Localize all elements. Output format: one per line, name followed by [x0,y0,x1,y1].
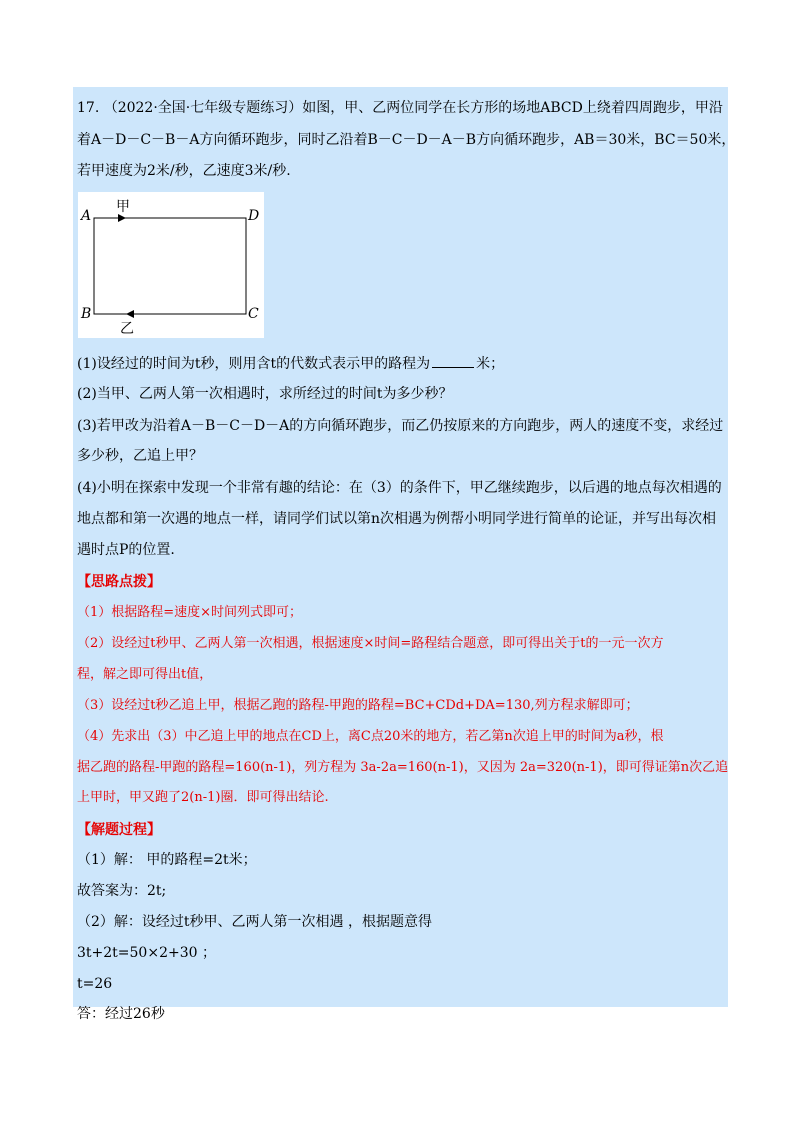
analysis-step-4-line-1: （4）先求出（3）中乙追上甲的地点在CD上，离C点20米的地方，若乙第n次追上甲的时间为a秒，根 [77,729,664,744]
question-2: (2)当甲、乙两人第一次相遇时，求所经过的时间t为多少秒？ [77,386,453,402]
question-3-line-2: 多少秒，乙追上甲？ [77,448,203,464]
vertex-a-label: A [81,208,92,224]
question-1 [77,353,504,374]
solution-answer: 答：经过26秒 [77,1006,165,1022]
solution-line-1: （1）解： 甲的路程=2t米； [77,852,257,868]
rectangle-field-figure [78,192,264,338]
analysis-step-4-line-2: 据乙跑的路程-甲跑的路程=160(n-1)，列方程为 3a-2a=160(n-1)，又因为 2a=320(n-1)，即可得证第n次乙追 [77,760,729,775]
solution-equation: 3t+2t=50×2+30 ； [77,945,216,961]
rectangle-abcd [94,218,246,314]
question-4-line-3: 遇时点P的位置. [77,542,175,558]
solution-result: t=26 [77,976,113,992]
runner-jia-label: 甲 [116,199,130,215]
vertex-b-label: B [81,306,92,322]
analysis-step-2-line-2: 程，解之即可得出t值， [77,667,213,682]
question-1-unit: 米； [476,356,505,372]
problem-line-2: 着A－D－C－B－A方向循环跑步，同时乙沿着B－C－D－A－B方向循环跑步，AB＝30米，BC＝50米， [77,132,736,148]
rectangle-diagram [78,192,264,338]
analysis-step-2-line-1: （2）设经过t秒甲、乙两人第一次相遇，根据速度×时间=路程结合题意，即可得出关于t的一元一次方 [77,636,664,651]
analysis-step-1: （1）根据路程=速度×时间列式即可； [77,605,303,620]
problem-line-3: 若甲速度为2米/秒，乙速度3米/秒. [77,163,291,179]
problem-line-1: 17. （2022·全国·七年级专题练习）如图，甲、乙两位同学在长方形的场地ABCD上绕着四周跑步，甲沿 [77,100,723,116]
question-3-line-1: (3)若甲改为沿着A－B－C－D－A的方向循环跑步，而乙仍按原来的方向跑步，两人的速度不变，求经过 [77,418,724,434]
vertex-d-label: D [248,208,260,224]
solution-line-3: （2）解：设经过t秒甲、乙两人第一次相遇 ，根据题意得 [77,914,432,930]
runner-yi-label: 乙 [120,321,134,337]
solution-heading: 【解题过程】 [77,822,161,838]
question-4-line-1: (4)小明在探索中发现一个非常有趣的结论：在（3）的条件下，甲乙继续跑步，以后遇的地点每次相遇的 [77,480,722,496]
analysis-step-4-line-3: 上甲时，甲又跑了2(n-1)圈．即可得出结论. [77,790,329,805]
analysis-step-3: （3）设经过t秒乙追上甲，根据乙跑的路程-甲跑的路程=BC+CDd+DA=130,列方程求解即可； [77,698,639,713]
vertex-c-label: C [248,306,259,322]
question-4-line-2: 地点都和第一次遇的地点一样，请同学们试以第n次相遇为例帮小明同学进行简单的论证，并写出每次相 [77,511,717,527]
solution-line-2: 故答案为：2t; [77,883,167,899]
analysis-heading: 【思路点拨】 [77,574,161,590]
arrow-yi-direction [126,310,134,318]
answer-blank[interactable] [432,353,474,368]
question-1-text: (1)设经过的时间为t秒，则用含t的代数式表示甲的路程为 [77,356,431,372]
